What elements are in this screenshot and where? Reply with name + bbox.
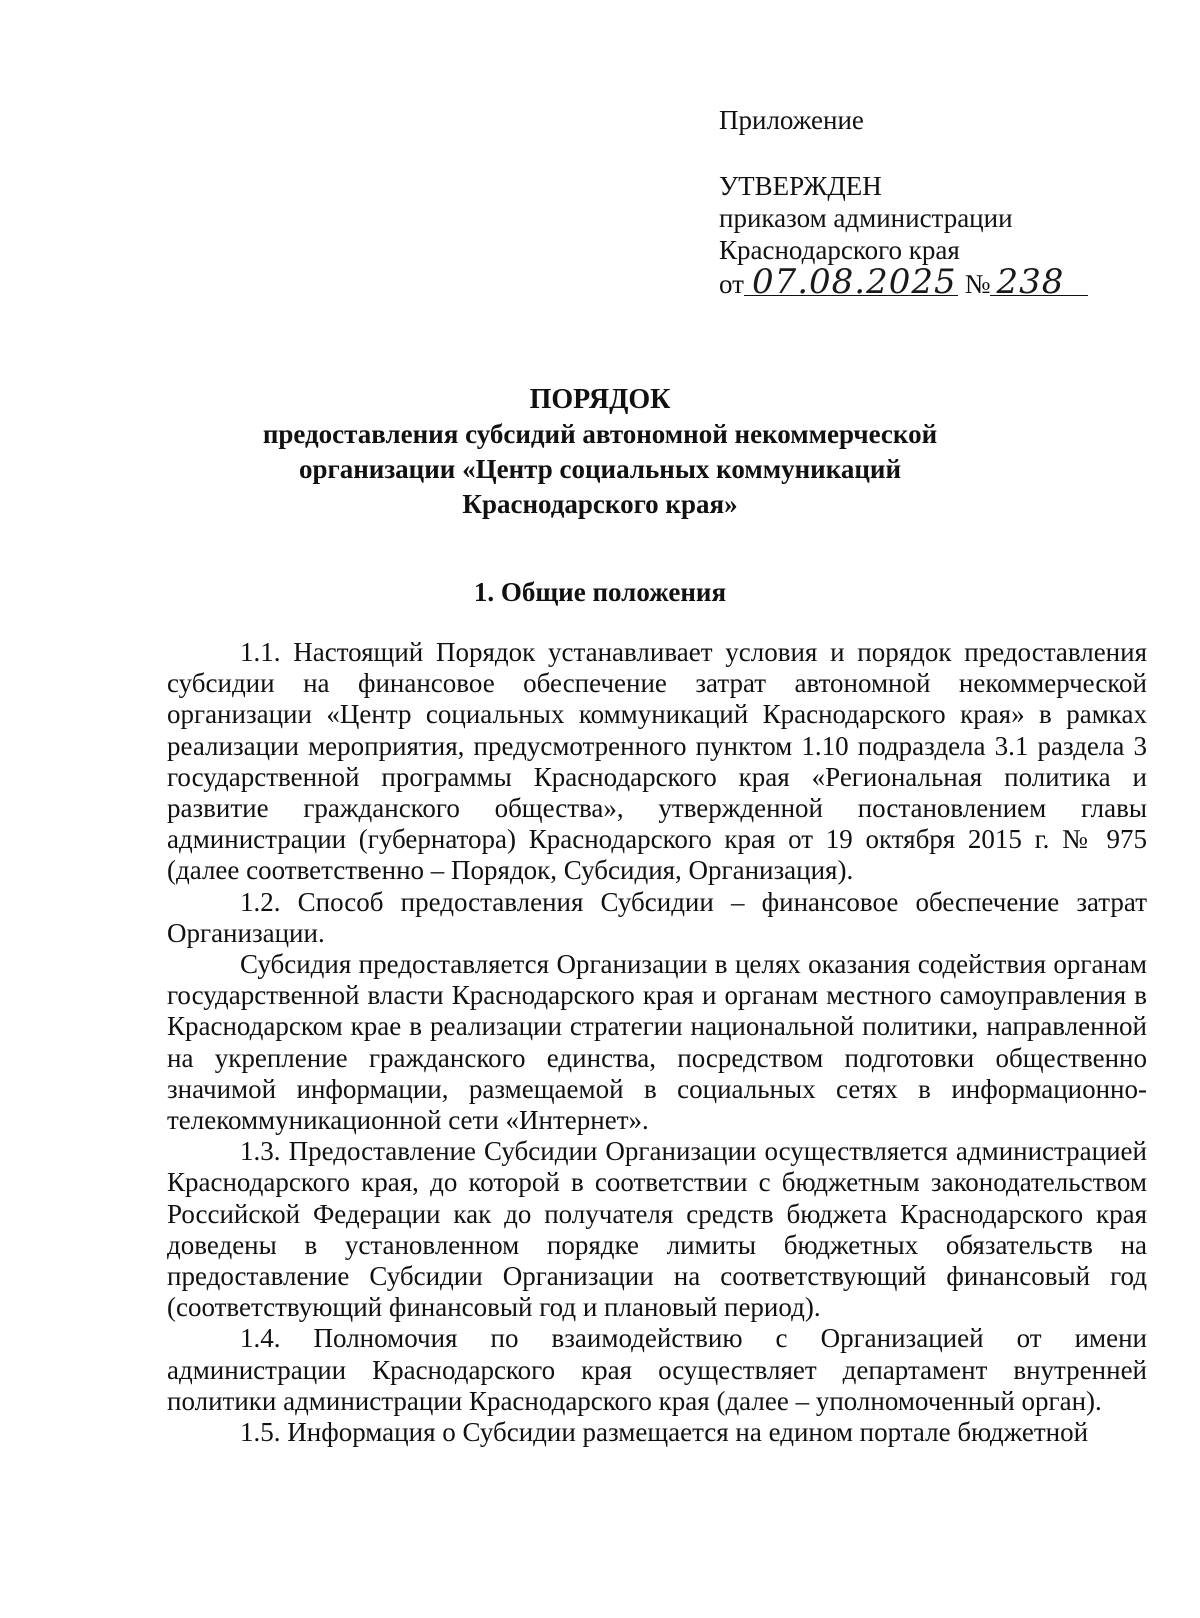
- paragraph-1-1: 1.1. Настоящий Порядок устанавливает условия и порядок предоставления субсидии на финансовое обеспечение затрат автономной некоммерческой организации «Центр социальных коммуникаций Краснодарского края» в рамках реализации мероприятия, предусмотренного пунктом 1.10 подраздела 3.1 раздела 3 государственной программы Краснодарского края «Региональная политика и развитие гражданского общества», утвержденной постановлением главы администрации (губернатора) Краснодарского края от 19 октября 2015 г. № 975 (далее соответственно – Порядок, Субсидия, Организация).: [167, 637, 1147, 886]
- document-subtitle: предоставления субсидий автономной некоммерческой организации «Центр социальных коммуникаций Краснодарского края»: [262, 419, 938, 519]
- approved-label: УТВЕРЖДЕН: [719, 171, 882, 201]
- spacer: [719, 136, 1088, 170]
- paragraph-subsidy-purpose: Субсидия предоставляется Организации в целях оказания содействия органам государственной власти Краснодарского края и органам местного самоуправления в Краснодарском крае в реализации стратегии национальной политики, направленной на укрепление гражданского единства, посредством подготовки общественно значимой информации, размещаемой в социальных сетях в информационно-телекоммуникационной сети «Интернет».: [167, 949, 1147, 1136]
- approval-line-2: Краснодарского края: [719, 235, 960, 265]
- document-body: [167, 637, 1147, 1448]
- document-title-block: [200, 382, 1000, 522]
- handwritten-number: 238: [990, 266, 1088, 298]
- paragraph-1-2: 1.2. Способ предоставления Субсидии – финансовое обеспечение затрат Организации.: [167, 886, 1147, 948]
- section-heading: 1. Общие положения: [473, 577, 727, 607]
- date-prefix: от: [719, 269, 744, 299]
- date-number-line: [719, 262, 1088, 302]
- number-prefix: №: [964, 269, 991, 299]
- paragraph-1-4: 1.4. Полномочия по взаимодействию с Организацией от имени администрации Краснодарского края осуществляет департамент внутренней политики администрации Краснодарского края (далее – уполномоченный орган).: [167, 1323, 1147, 1416]
- paragraph-1-5: 1.5. Информация о Субсидии размещается на едином портале бюджетной: [240, 1417, 1089, 1448]
- appendix-label: Приложение: [719, 105, 864, 135]
- approval-block: [719, 104, 1088, 300]
- handwritten-date: 07.08.2025: [744, 266, 958, 298]
- paragraph-1-3: 1.3. Предоставление Субсидии Организации осуществляется администрацией Краснодарского края, до которой в соответствии с бюджетным законодательством Российской Федерации как до получателя средств бюджета Краснодарского края доведены в установленном порядке лимиты бюджетных обязательств на предоставление Субсидии Организации на соответствующий финансовый год (соответствующий финансовый год и плановый период).: [167, 1136, 1147, 1323]
- document-title: ПОРЯДОК: [529, 384, 671, 415]
- approval-line-1: приказом администрации: [719, 203, 1013, 233]
